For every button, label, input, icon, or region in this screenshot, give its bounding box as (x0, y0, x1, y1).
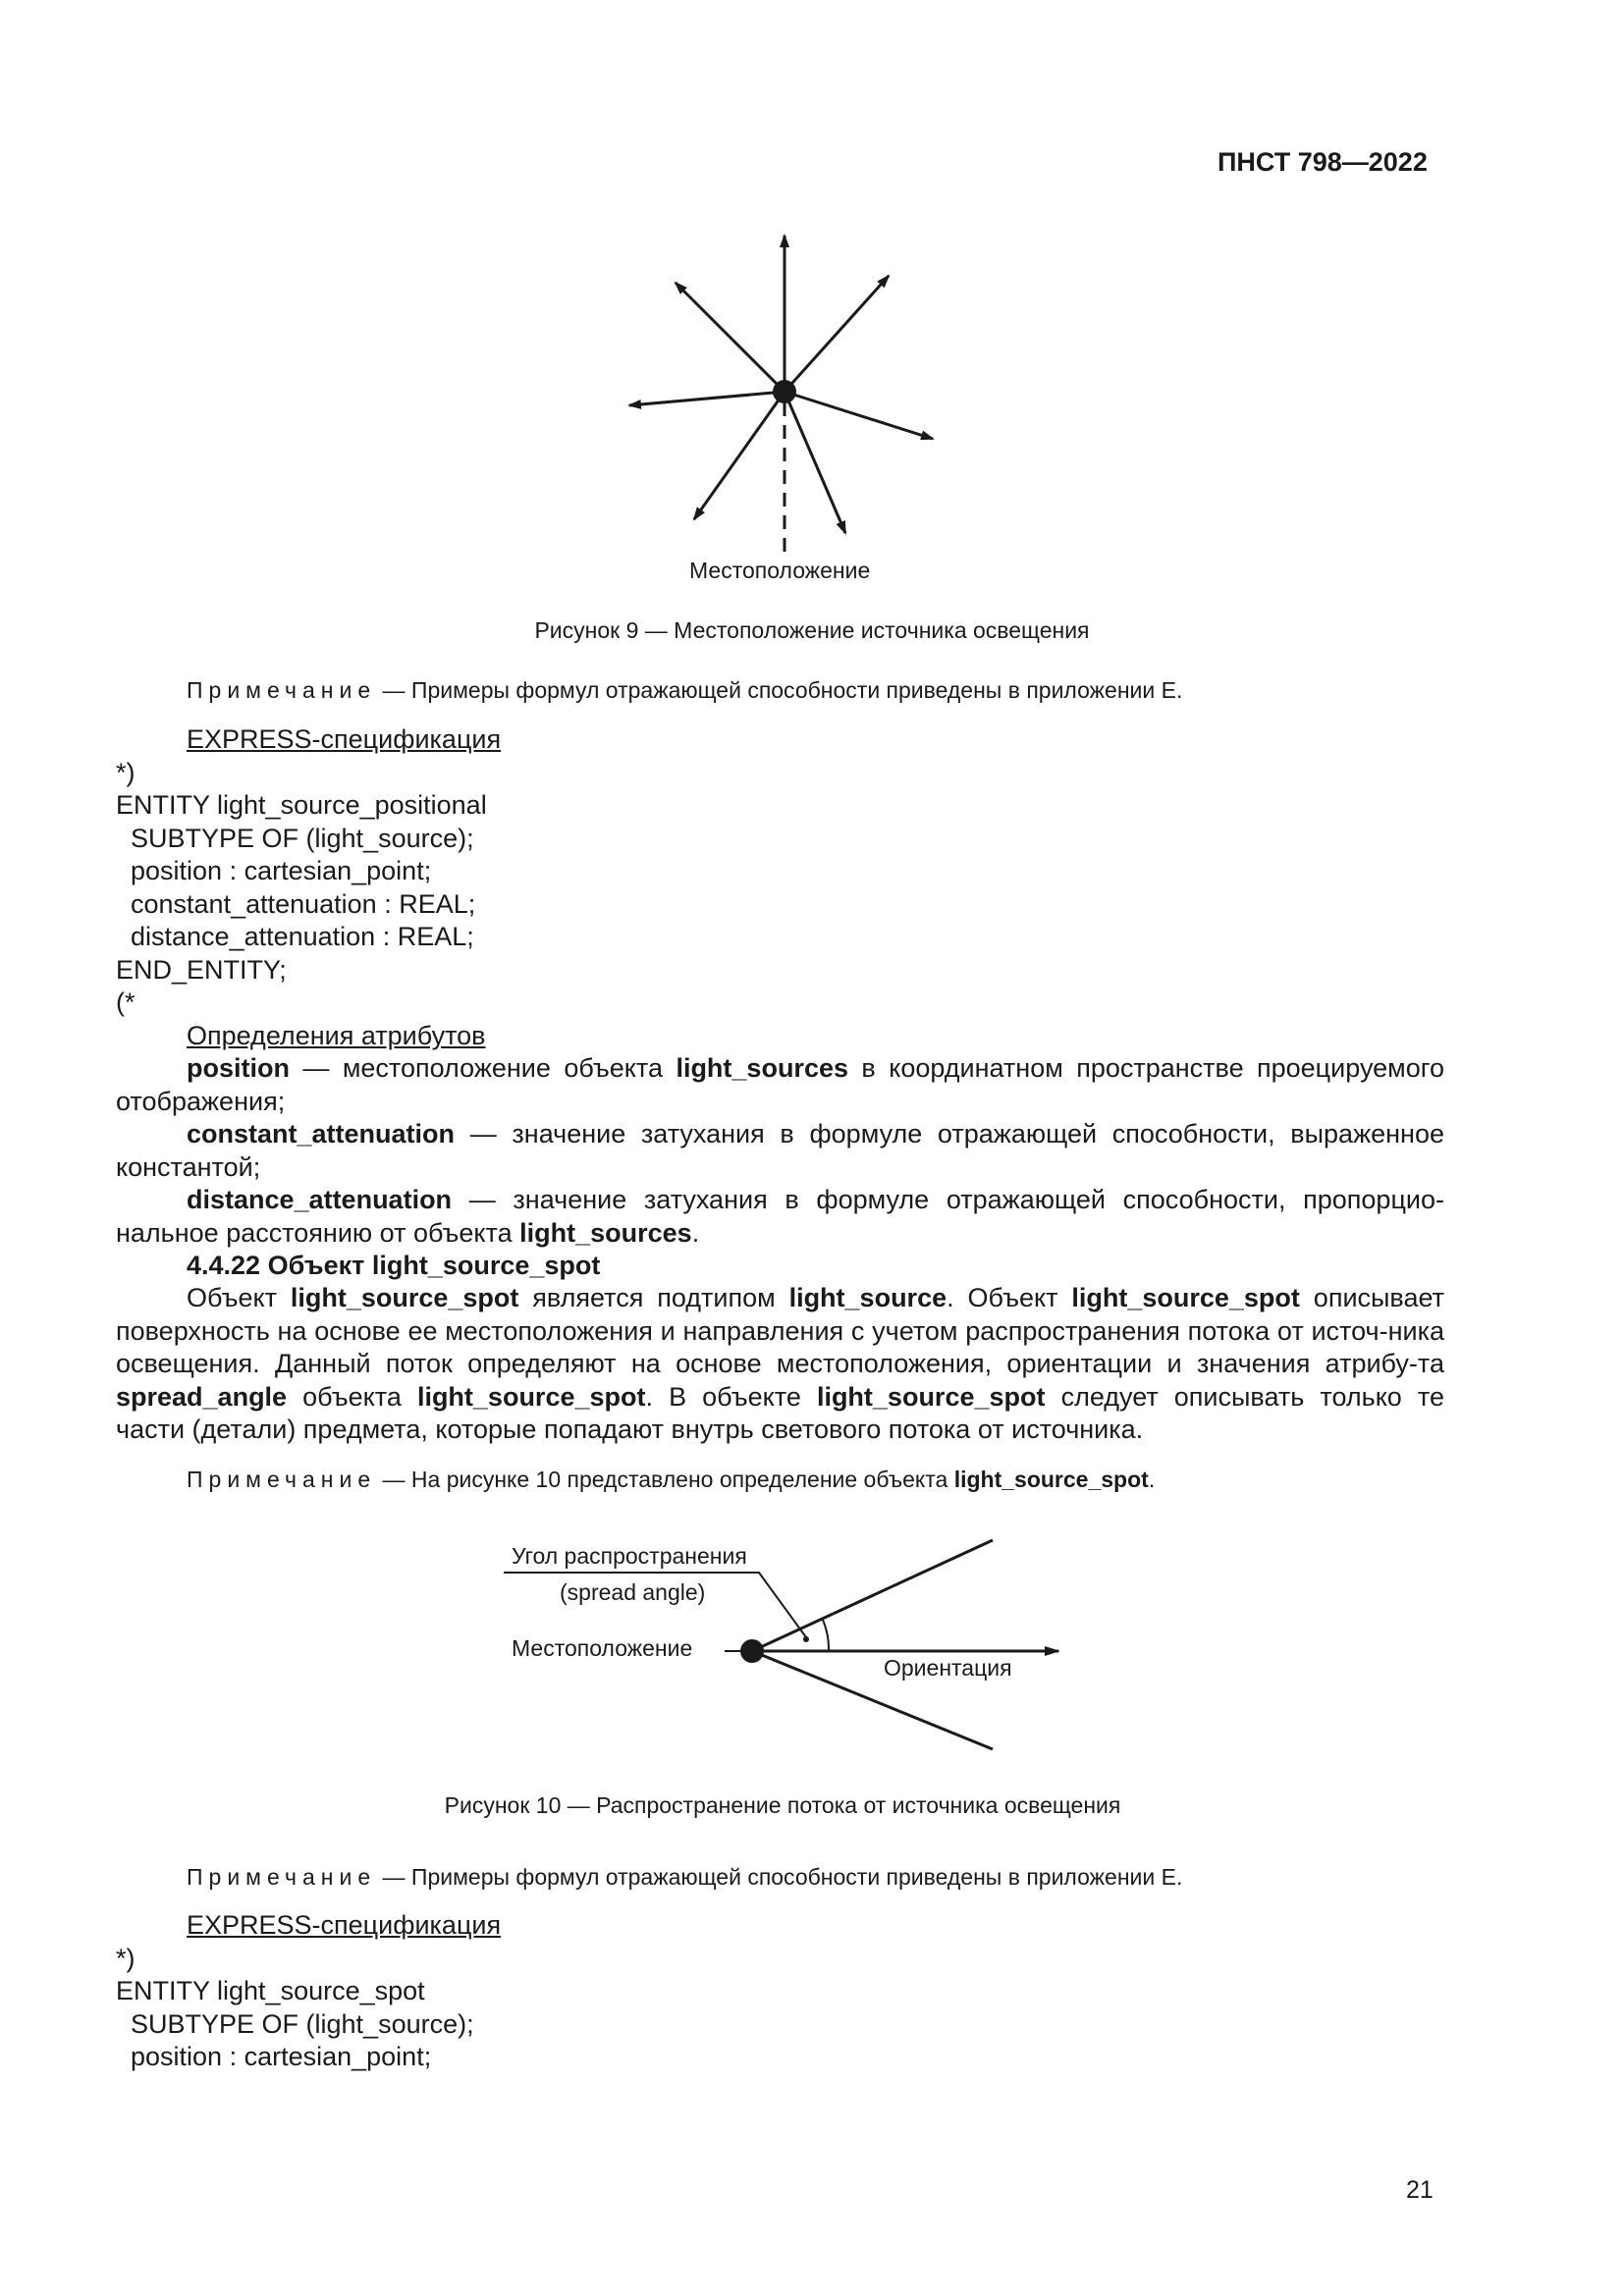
note-1-text: — Примеры формул отражающей способности приведены в приложении Е. (382, 677, 1183, 703)
note-3-label: Примечание (187, 1864, 377, 1890)
text: — местоположение объекта (289, 1053, 677, 1083)
term-position: position (187, 1053, 290, 1083)
spread-angle-arc (823, 1620, 829, 1651)
text: — значение затухания в формуле отражающей способности, выраженное константой; (116, 1119, 1444, 1182)
ref: light_source_spot (1071, 1283, 1300, 1312)
note-2-label: Примечание (187, 1467, 377, 1492)
ref-light-sources: light_sources (676, 1053, 848, 1083)
note-1 (187, 677, 1182, 704)
figure-9-label: Местоположение (689, 558, 871, 583)
code-line: position : cartesian_point; (116, 856, 432, 885)
code-line: distance_attenuation : REAL; (116, 922, 474, 951)
code-line: (* (116, 988, 135, 1017)
code-line: constant_attenuation : REAL; (116, 889, 476, 919)
ref: light_source (788, 1283, 947, 1312)
attribute-constant-attenuation (116, 1118, 1444, 1184)
ray-down-right (785, 392, 845, 533)
text: в координатном пространстве проецируемого отображения; (116, 1053, 1445, 1116)
text: объекта (287, 1381, 417, 1412)
ray-right (785, 392, 933, 439)
figure-10-caption: Рисунок 10 — Распространение потока от источника освещения (444, 1792, 1121, 1818)
cone-upper-edge (752, 1540, 993, 1651)
light-source-point (773, 380, 796, 403)
text: описывает поверхность на основе ее местоположения и направления с учетом распространения потока от источ-ника освещения. Данный поток определяют на основе местоположения, ориентации и значения атрибу-та (116, 1283, 1444, 1378)
angle-leader-dot (803, 1636, 809, 1642)
term-distance-attenuation: distance_attenuation (187, 1185, 453, 1214)
code-line: position : cartesian_point; (116, 2042, 432, 2071)
spread-angle-label: Угол распространения (512, 1543, 747, 1569)
text: следует описывать только те части (детали) предмета, которые попадают внутрь светового потока от источника. (116, 1381, 1444, 1444)
ray-up-left (676, 283, 785, 392)
express-spec-title-2: EXPRESS-спецификация (187, 1910, 502, 1940)
figure-9-caption: Рисунок 9 — Местоположение источника освещения (534, 617, 1090, 643)
code-line: *) (116, 1944, 135, 1973)
spread-angle-label-en: (spread angle) (560, 1579, 706, 1605)
note-1-label: Примечание (187, 677, 377, 703)
ref: light_source_spot (816, 1381, 1046, 1412)
ref: light_source_spot (416, 1381, 646, 1412)
ray-left (629, 392, 785, 405)
note-2-text: — На рисунке 10 представлено определение объекта (382, 1467, 954, 1492)
standard-code: ПНСТ 798—2022 (1218, 147, 1428, 177)
heading-text: 4.4.22 Объект light_source_spot (187, 1251, 601, 1280)
text: является подтипом (518, 1283, 789, 1312)
attribute-position (116, 1052, 1444, 1118)
section-heading (116, 1250, 1444, 1283)
code-line: ENTITY light_source_spot (116, 1976, 425, 2005)
ref: light_source_spot (290, 1283, 519, 1312)
position-label: Местоположение (512, 1635, 693, 1661)
attribute-distance-attenuation (116, 1184, 1444, 1250)
text: — значение затухания в формуле отражающей способности, пропорцио-нальное расстоянию от объекта (116, 1185, 1444, 1248)
spot-source-point (740, 1639, 764, 1663)
code-line: SUBTYPE OF (light_source); (116, 824, 474, 853)
note-2-ref: light_source_spot (953, 1467, 1149, 1492)
ray-up-right (785, 276, 889, 392)
express-spec-title-1: EXPRESS-спецификация (187, 724, 502, 754)
note-2-text-end: . (1148, 1467, 1156, 1492)
note-2 (187, 1467, 1155, 1493)
ref: spread_angle (116, 1381, 288, 1412)
code-line: SUBTYPE OF (light_source); (116, 2009, 474, 2039)
text: . Объект (947, 1283, 1072, 1312)
note-3 (187, 1864, 1182, 1891)
code-line: ENTITY light_source_positional (116, 790, 487, 820)
orientation-label: Ориентация (884, 1655, 1012, 1681)
note-3-text: — Примеры формул отражающей способности приведены в приложении Е. (382, 1864, 1183, 1890)
text: . (691, 1217, 700, 1248)
page-number: 21 (1406, 2176, 1434, 2204)
code-line: END_ENTITY; (116, 955, 287, 985)
section-paragraph (116, 1282, 1444, 1447)
term-constant-attenuation: constant_attenuation (187, 1119, 456, 1148)
text: Объект (187, 1283, 291, 1312)
code-line: *) (116, 758, 135, 787)
attributes-title: Определения атрибутов (187, 1021, 486, 1050)
ref-light-sources: light_sources (519, 1217, 692, 1248)
text: . В объекте (645, 1381, 817, 1412)
ray-down-left (694, 392, 785, 519)
